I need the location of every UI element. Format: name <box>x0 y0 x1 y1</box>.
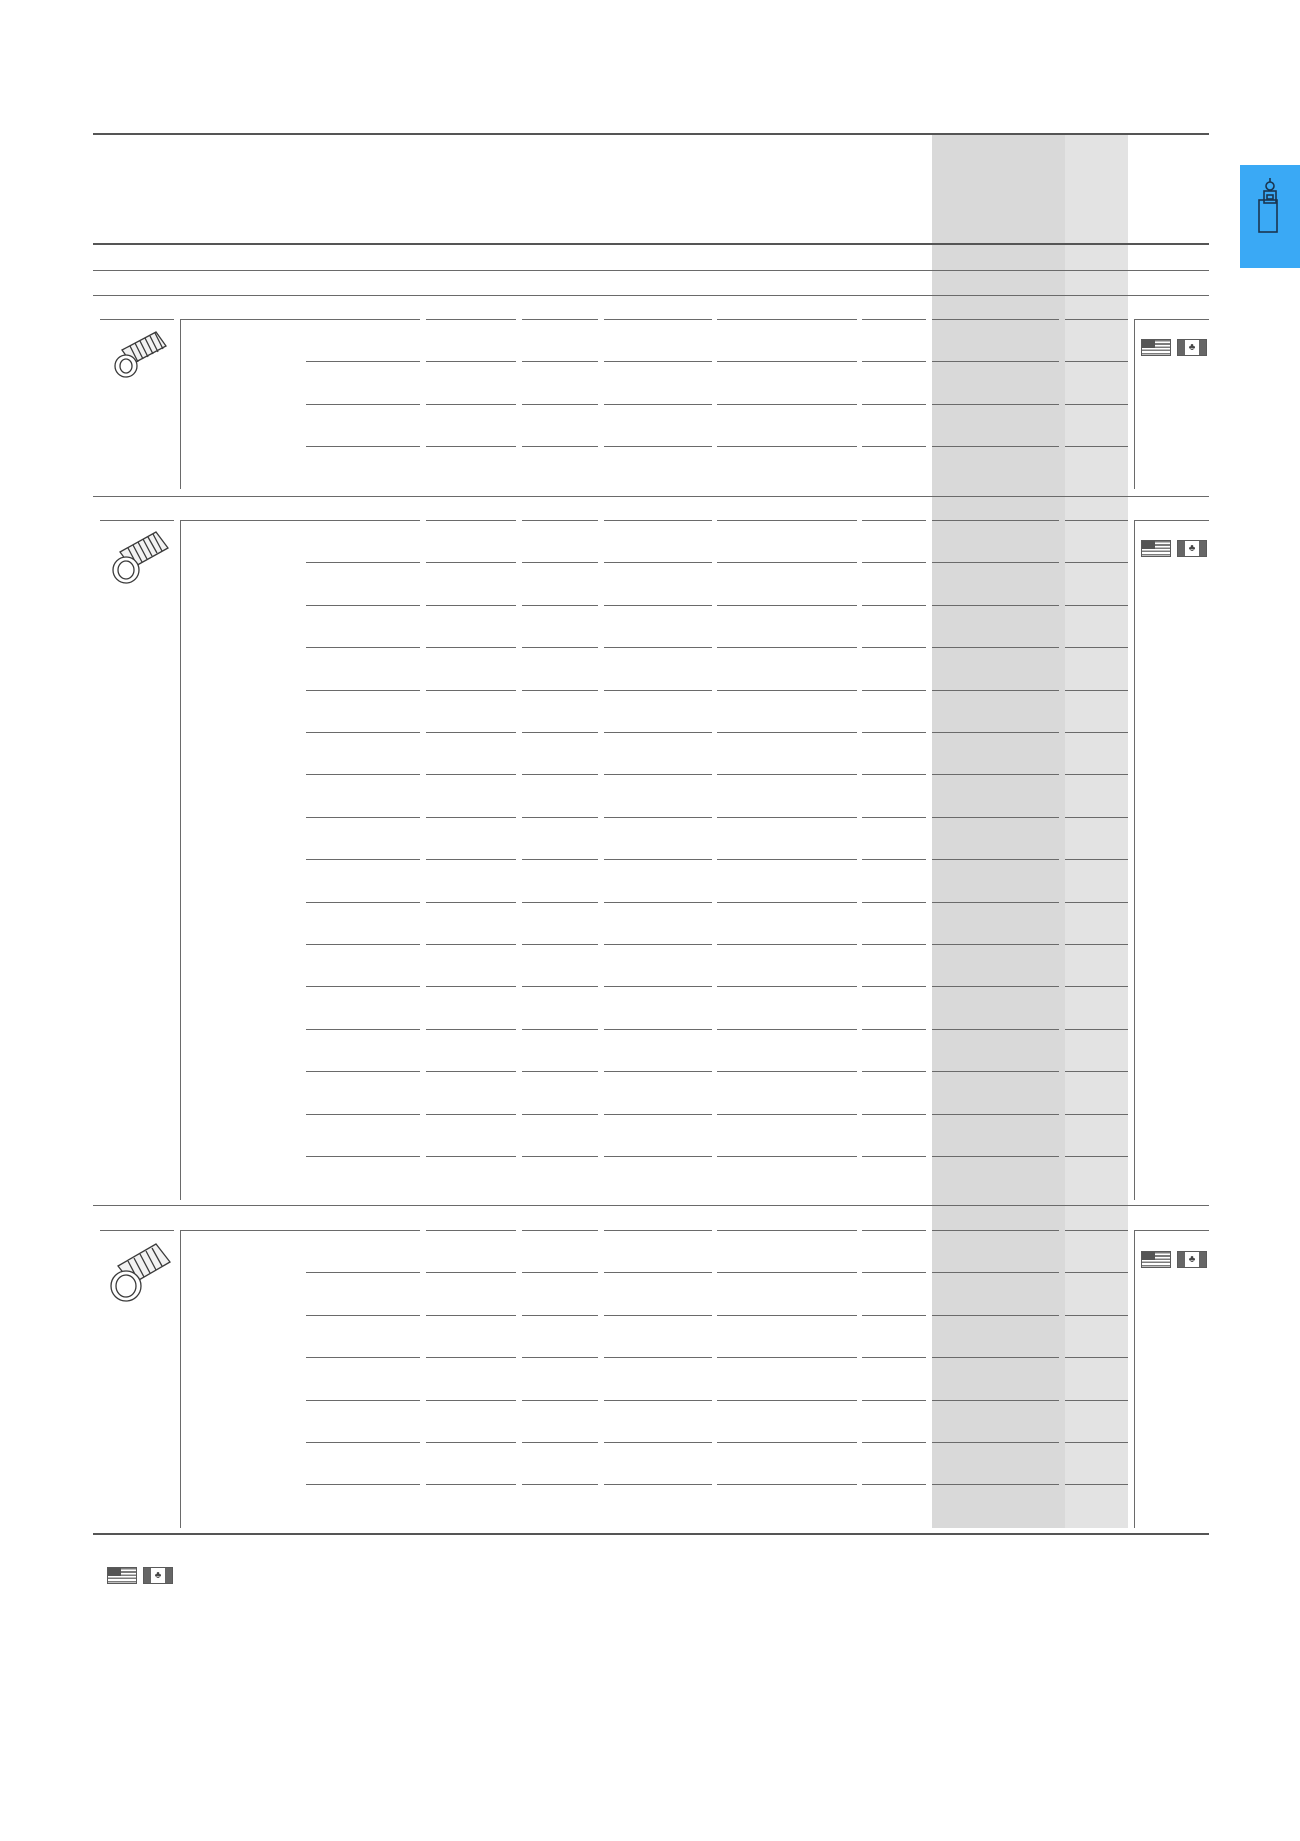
table-row-rule <box>522 1272 598 1273</box>
table-row-rule <box>306 1156 420 1157</box>
table-row-rule <box>604 690 712 691</box>
table-row-rule <box>717 902 857 903</box>
table-row-rule <box>932 1071 1059 1072</box>
table-row-rule <box>426 1272 516 1273</box>
table-row-rule <box>932 1357 1059 1358</box>
table-row-rule <box>1065 1156 1128 1157</box>
table-row-rule <box>522 446 598 447</box>
table-row-rule <box>522 690 598 691</box>
table-row-rule <box>1065 1272 1128 1273</box>
table-row-rule <box>862 690 926 691</box>
table-row-rule <box>862 859 926 860</box>
table-row-rule <box>306 319 420 320</box>
table-row-rule <box>306 774 420 775</box>
table-row-rule <box>932 562 1059 563</box>
table-row-rule <box>717 774 857 775</box>
table-row-rule <box>932 944 1059 945</box>
table-row-rule <box>932 647 1059 648</box>
table-row-rule <box>862 1230 926 1231</box>
table-row-rule <box>522 1484 598 1485</box>
table-row-rule <box>1065 1029 1128 1030</box>
table-row-rule <box>862 361 926 362</box>
table-row-rule <box>426 520 516 521</box>
section-top-rule <box>1134 319 1209 320</box>
table-row-rule <box>862 1357 926 1358</box>
table-row-rule <box>717 1442 857 1443</box>
table-row-rule <box>426 361 516 362</box>
table-row-rule <box>604 1484 712 1485</box>
table-row-rule <box>862 944 926 945</box>
table-row-rule <box>604 1071 712 1072</box>
table-row-rule <box>717 647 857 648</box>
table-row-rule <box>932 1400 1059 1401</box>
table-row-rule <box>306 605 420 606</box>
section-divider-2 <box>93 1205 1209 1206</box>
table-row-rule <box>1065 562 1128 563</box>
table-row-rule <box>604 1114 712 1115</box>
table-row-rule <box>862 446 926 447</box>
table-row-rule <box>717 1029 857 1030</box>
table-row-rule <box>604 562 712 563</box>
table-row-rule <box>1065 520 1128 521</box>
table-row-rule <box>306 1114 420 1115</box>
table-row-rule <box>717 859 857 860</box>
section-top-rule <box>180 520 306 521</box>
table-row-rule <box>306 902 420 903</box>
table-row-rule <box>604 902 712 903</box>
table-row-rule <box>717 446 857 447</box>
table-row-rule <box>522 647 598 648</box>
table-row-rule <box>306 732 420 733</box>
table-row-rule <box>932 446 1059 447</box>
table-row-rule <box>717 732 857 733</box>
table-row-rule <box>426 902 516 903</box>
table-row-rule <box>306 986 420 987</box>
table-row-rule <box>522 404 598 405</box>
table-row-rule <box>717 817 857 818</box>
table-row-rule <box>426 1442 516 1443</box>
table-row-rule <box>1065 817 1128 818</box>
table-row-rule <box>862 1400 926 1401</box>
table-row-rule <box>604 319 712 320</box>
table-row-rule <box>306 1029 420 1030</box>
table-row-rule <box>717 404 857 405</box>
table-row-rule <box>717 1357 857 1358</box>
table-row-rule <box>717 1272 857 1273</box>
table-row-rule <box>306 1484 420 1485</box>
table-row-rule <box>1065 902 1128 903</box>
table-row-rule <box>306 1230 420 1231</box>
table-row-rule <box>1065 1442 1128 1443</box>
table-row-rule <box>306 1272 420 1273</box>
table-row-rule <box>717 944 857 945</box>
table-row-rule <box>604 520 712 521</box>
limit-switch-icon <box>1240 165 1300 268</box>
table-row-rule <box>862 986 926 987</box>
table-row-rule <box>604 732 712 733</box>
table-row-rule <box>1065 404 1128 405</box>
table-row-rule <box>604 647 712 648</box>
table-row-rule <box>932 859 1059 860</box>
proximity-sensor-small-icon <box>108 328 178 393</box>
table-row-rule <box>862 520 926 521</box>
proximity-sensor-large-icon <box>106 1240 182 1311</box>
table-row-rule <box>426 647 516 648</box>
section-1-left-rule <box>180 319 181 489</box>
table-row-rule <box>604 986 712 987</box>
table-row-rule <box>717 605 857 606</box>
table-row-rule <box>522 1400 598 1401</box>
table-row-rule <box>862 774 926 775</box>
section-2-right-rule <box>1134 520 1135 1200</box>
table-row-rule <box>932 319 1059 320</box>
table-row-rule <box>1065 774 1128 775</box>
table-row-rule <box>522 605 598 606</box>
section-top-rule <box>180 1230 306 1231</box>
table-row-rule <box>932 732 1059 733</box>
table-row-rule <box>426 319 516 320</box>
table-row-rule <box>426 1114 516 1115</box>
canada-flag-icon: ♣ <box>1177 339 1207 356</box>
table-row-rule <box>862 1114 926 1115</box>
table-row-rule <box>522 1230 598 1231</box>
table-row-rule <box>932 986 1059 987</box>
table-row-rule <box>862 404 926 405</box>
table-row-rule <box>306 1400 420 1401</box>
table-row-rule <box>426 1315 516 1316</box>
table-row-rule <box>932 774 1059 775</box>
table-row-rule <box>862 902 926 903</box>
table-row-rule <box>862 1315 926 1316</box>
table-row-rule <box>426 944 516 945</box>
table-row-rule <box>522 520 598 521</box>
table-row-rule <box>426 562 516 563</box>
table-row-rule <box>426 1156 516 1157</box>
section-3-left-rule <box>180 1230 181 1528</box>
canada-flag-icon: ♣ <box>1177 1251 1207 1268</box>
table-row-rule <box>522 1156 598 1157</box>
table-row-rule <box>862 605 926 606</box>
us-flag-icon <box>107 1567 137 1584</box>
table-row-rule <box>932 1315 1059 1316</box>
table-row-rule <box>522 1029 598 1030</box>
table-row-rule <box>717 1484 857 1485</box>
table-row-rule <box>604 446 712 447</box>
table-row-rule <box>522 986 598 987</box>
table-row-rule <box>932 605 1059 606</box>
table-row-rule <box>717 520 857 521</box>
proximity-sensor-medium-icon <box>108 528 178 595</box>
table-row-rule <box>604 1400 712 1401</box>
table-row-rule <box>1065 690 1128 691</box>
table-row-rule <box>862 319 926 320</box>
table-row-rule <box>932 1272 1059 1273</box>
table-row-rule <box>862 732 926 733</box>
table-row-rule <box>306 944 420 945</box>
table-row-rule <box>1065 446 1128 447</box>
table-row-rule <box>604 1230 712 1231</box>
table-row-rule <box>862 1442 926 1443</box>
table-row-rule <box>604 1156 712 1157</box>
table-row-rule <box>426 1230 516 1231</box>
table-row-rule <box>1065 944 1128 945</box>
table-row-rule <box>932 1156 1059 1157</box>
canada-flag-icon: ♣ <box>1177 540 1207 557</box>
header-bottom-rule <box>93 243 1209 245</box>
table-row-rule <box>306 817 420 818</box>
table-row-rule <box>306 1357 420 1358</box>
table-row-rule <box>426 986 516 987</box>
approval-flags-section-2 <box>1141 540 1211 558</box>
table-row-rule <box>426 605 516 606</box>
table-row-rule <box>306 690 420 691</box>
table-row-rule <box>717 562 857 563</box>
table-row-rule <box>426 1357 516 1358</box>
table-row-rule <box>604 361 712 362</box>
table-row-rule <box>862 562 926 563</box>
table-row-rule <box>717 1071 857 1072</box>
table-row-rule <box>306 361 420 362</box>
table-row-rule <box>306 859 420 860</box>
table-row-rule <box>862 1272 926 1273</box>
approval-flags-section-3 <box>1141 1251 1211 1269</box>
table-row-rule <box>1065 986 1128 987</box>
table-row-rule <box>932 361 1059 362</box>
section-tab[interactable] <box>1240 165 1300 268</box>
table-row-rule <box>1065 319 1128 320</box>
table-row-rule <box>426 732 516 733</box>
table-row-rule <box>604 774 712 775</box>
table-row-rule <box>604 1272 712 1273</box>
canada-flag-icon: ♣ <box>143 1567 173 1584</box>
table-row-rule <box>932 817 1059 818</box>
table-row-rule <box>522 1071 598 1072</box>
table-row-rule <box>1065 1114 1128 1115</box>
table-row-rule <box>604 817 712 818</box>
table-row-rule <box>932 520 1059 521</box>
shaded-column-std-pack <box>1065 134 1128 1528</box>
table-row-rule <box>1065 605 1128 606</box>
us-flag-icon <box>1141 339 1171 356</box>
table-row-rule <box>932 1114 1059 1115</box>
section-top-rule <box>100 319 174 320</box>
table-row-rule <box>717 1156 857 1157</box>
table-row-rule <box>1065 1071 1128 1072</box>
table-row-rule <box>306 1071 420 1072</box>
table-row-rule <box>522 1357 598 1358</box>
section-top-rule <box>100 1230 174 1231</box>
table-row-rule <box>522 859 598 860</box>
table-row-rule <box>426 446 516 447</box>
header-subrule-2 <box>93 295 1209 296</box>
us-flag-icon <box>1141 1251 1171 1268</box>
footnote-approval-flags <box>107 1567 177 1585</box>
table-row-rule <box>306 647 420 648</box>
table-row-rule <box>862 1156 926 1157</box>
table-row-rule <box>717 1114 857 1115</box>
table-row-rule <box>1065 361 1128 362</box>
table-row-rule <box>426 1484 516 1485</box>
section-2-left-rule <box>180 520 181 1200</box>
table-row-rule <box>932 690 1059 691</box>
table-row-rule <box>522 732 598 733</box>
table-row-rule <box>1065 1484 1128 1485</box>
table-row-rule <box>604 1029 712 1030</box>
table-top-rule <box>93 133 1209 135</box>
section-1-right-rule <box>1134 319 1135 489</box>
table-row-rule <box>604 859 712 860</box>
table-row-rule <box>306 1442 420 1443</box>
section-top-rule <box>100 520 174 521</box>
table-row-rule <box>426 859 516 860</box>
table-row-rule <box>932 404 1059 405</box>
table-row-rule <box>306 446 420 447</box>
section-top-rule <box>180 319 306 320</box>
section-top-rule <box>1134 520 1209 521</box>
table-row-rule <box>862 1484 926 1485</box>
table-row-rule <box>717 690 857 691</box>
table-row-rule <box>932 1484 1059 1485</box>
table-row-rule <box>306 404 420 405</box>
table-row-rule <box>604 1315 712 1316</box>
table-row-rule <box>862 1029 926 1030</box>
table-row-rule <box>426 690 516 691</box>
table-row-rule <box>604 605 712 606</box>
table-row-rule <box>522 562 598 563</box>
table-row-rule <box>306 520 420 521</box>
table-row-rule <box>862 647 926 648</box>
section-3-right-rule <box>1134 1230 1135 1528</box>
table-row-rule <box>1065 647 1128 648</box>
table-row-rule <box>717 986 857 987</box>
table-row-rule <box>717 1315 857 1316</box>
table-row-rule <box>426 817 516 818</box>
table-row-rule <box>522 817 598 818</box>
table-row-rule <box>1065 859 1128 860</box>
table-row-rule <box>604 1357 712 1358</box>
table-row-rule <box>522 361 598 362</box>
table-row-rule <box>522 1442 598 1443</box>
table-row-rule <box>604 944 712 945</box>
table-row-rule <box>717 319 857 320</box>
table-row-rule <box>306 1315 420 1316</box>
table-row-rule <box>522 319 598 320</box>
table-row-rule <box>1065 1400 1128 1401</box>
table-row-rule <box>426 774 516 775</box>
table-row-rule <box>717 1400 857 1401</box>
table-row-rule <box>862 817 926 818</box>
table-row-rule <box>717 1230 857 1231</box>
table-row-rule <box>604 404 712 405</box>
table-row-rule <box>932 1029 1059 1030</box>
table-row-rule <box>426 1029 516 1030</box>
table-row-rule <box>522 1114 598 1115</box>
table-row-rule <box>426 404 516 405</box>
us-flag-icon <box>1141 540 1171 557</box>
table-row-rule <box>426 1071 516 1072</box>
table-row-rule <box>1065 1357 1128 1358</box>
table-row-rule <box>426 1400 516 1401</box>
table-row-rule <box>604 1442 712 1443</box>
table-row-rule <box>1065 732 1128 733</box>
table-row-rule <box>306 562 420 563</box>
table-row-rule <box>522 774 598 775</box>
table-bottom-rule <box>93 1533 1209 1535</box>
table-row-rule <box>717 361 857 362</box>
table-row-rule <box>522 944 598 945</box>
table-row-rule <box>932 902 1059 903</box>
section-divider-1 <box>93 496 1209 497</box>
approval-flags-section-1 <box>1141 339 1211 357</box>
table-row-rule <box>522 902 598 903</box>
table-row-rule <box>932 1230 1059 1231</box>
header-subrule-1 <box>93 270 1209 271</box>
shaded-column-price <box>932 134 1065 1528</box>
table-row-rule <box>1065 1315 1128 1316</box>
table-row-rule <box>1065 1230 1128 1231</box>
table-row-rule <box>862 1071 926 1072</box>
section-top-rule <box>1134 1230 1209 1231</box>
table-row-rule <box>522 1315 598 1316</box>
table-row-rule <box>932 1442 1059 1443</box>
